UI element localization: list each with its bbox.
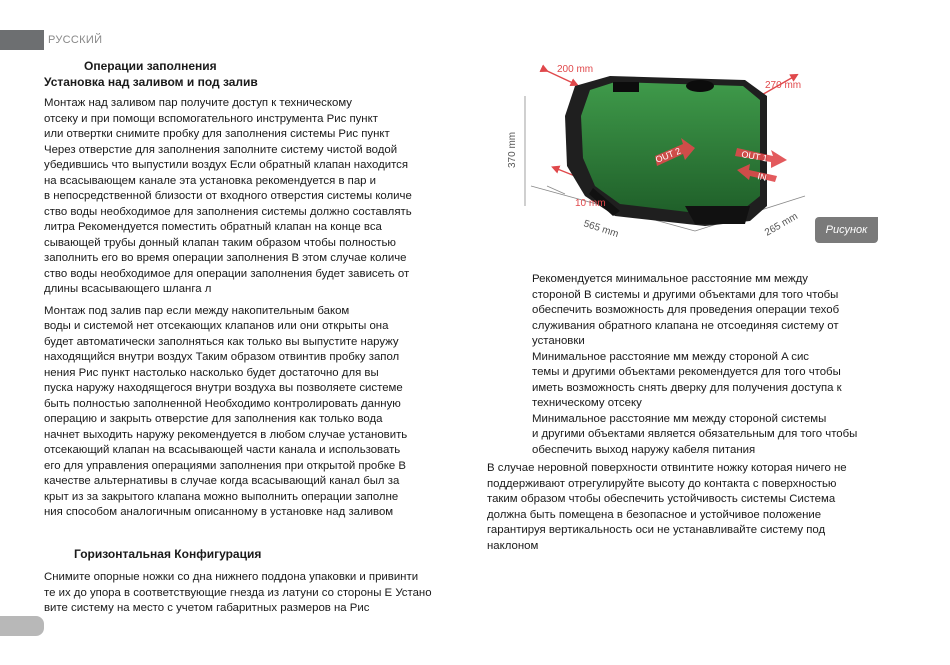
text-line: начнет выходить наружу рекомендуется в любом случае установить	[44, 428, 408, 441]
text-line: Минимальное расстояние мм между стороной A сис	[532, 350, 810, 363]
text-line: иметь возможность снять дверку для получения доступа к	[532, 381, 842, 394]
text-line: будет автоматически заполняться как только вы выпустите наружу	[44, 335, 399, 348]
text-line: находящийся внутри воздух Таким образом отвинтив пробку запол	[44, 351, 400, 363]
text-line: наклоном	[487, 539, 539, 552]
text-line: поддерживают отрегулируйте высоту до контакта с поверхностью	[487, 477, 837, 490]
text-line: или отвертки снимите пробку для заполнения системы Рис пункт	[44, 128, 390, 140]
section-heading: Операции заполнения	[84, 59, 217, 73]
paragraph-horizontal	[44, 570, 464, 617]
dim-200: 200 mm	[557, 64, 594, 75]
page-number-tab	[0, 616, 44, 636]
figure-badge: Рисунок	[815, 217, 878, 243]
dim-370: 370 mm	[507, 131, 518, 168]
text-line: В случае неровной поверхности отвинтите ножку которая ничего не	[487, 462, 847, 474]
text-line: ство воды необходимое для операции заполнения будет зависеть от	[44, 267, 410, 280]
dim-270: 270 mm	[765, 80, 802, 91]
paragraph-below-head	[44, 304, 464, 521]
text-line: отсекающий клапан на всасывающей части канала и использовать	[44, 444, 401, 456]
label-out1: OUT 1	[740, 149, 769, 164]
text-line: установки	[532, 335, 585, 347]
text-line: должна быть помещена в безопасное и устойчивое положение	[487, 508, 822, 521]
text-line: Через отверстие для заполнения заполните систему чистой водой	[44, 143, 398, 156]
text-line: воды и системой нет отсекающих клапанов или они открыты она	[44, 320, 389, 332]
text-line: стороной B системы и другими объектами для того чтобы	[532, 288, 839, 301]
text-line: Рекомендуется минимальное расстояние мм между	[532, 273, 808, 285]
text-line: ния способом аналогичным описанному в установке над заливом	[44, 506, 394, 518]
text-line: сывающей трубы донный клапан таким образом чтобы полностью	[44, 236, 396, 249]
paragraph-above-head	[44, 96, 464, 298]
text-line: его для управления операциями заполнения при открытой пробке В	[44, 459, 407, 472]
text-line: те их до упора в соответствующие гнезда из латуни со стороны E Устано	[44, 586, 432, 599]
text-line: гарантируя вертикальность оси не устанавливайте систему под	[487, 524, 826, 536]
text-line: отсеку и при помощи вспомогательного инструмента Рис пункт	[44, 112, 378, 125]
horizontal-config-heading: Горизонтальная Конфигурация	[74, 546, 262, 561]
text-line: Минимальное расстояние мм между стороной системы	[532, 412, 827, 425]
text-line: качестве альтернативы в случае когда всасывающий канал был за	[44, 475, 400, 487]
text-line: таким образом чтобы обеспечить устойчивость системы Система	[487, 493, 836, 505]
text-line: и другими объектами является обязательным для того чтобы	[532, 428, 858, 440]
text-line: длины всасывающего шланга л	[44, 283, 212, 295]
text-line: нения Рис пункт настолько насколько будет достаточно для вы	[44, 366, 379, 379]
label-in: IN	[756, 171, 768, 183]
text-line: служивания обратного клапана не отсоединяя систему от	[532, 319, 839, 332]
text-line: ство воды необходимое для заполнения системы должно составлять	[44, 205, 412, 218]
uneven-surface-paragraph	[487, 461, 907, 554]
text-line: темы и другими объектами рекомендуется для того чтобы	[532, 366, 841, 378]
text-line: в непосредственной близости от входного отверстия системы количе	[44, 190, 412, 202]
subsection-heading: Установка над заливом и под залив	[44, 75, 258, 89]
right-column	[532, 272, 912, 458]
language-label: РУССКИЙ	[48, 34, 103, 46]
dim-565: 565 mm	[582, 218, 620, 241]
text-line: Монтаж под залив пар если между накопительным баком	[44, 304, 350, 317]
dim-10: 10 mm	[575, 198, 606, 209]
text-line: операцию и закрыть отверстие для заполнения как только вода	[44, 413, 383, 425]
distance-b-paragraph	[532, 272, 912, 350]
text-line: на всасывающем канале эта установка рекомендуется в пар и	[44, 174, 377, 187]
label-out2: OUT 2	[654, 145, 683, 165]
language-tab	[0, 30, 44, 50]
text-line: вите систему на место с учетом габаритных размеров на Рис	[44, 602, 370, 614]
distance-cable-paragraph	[532, 412, 912, 459]
text-line: быть полностью заполненной Необходимо контролировать данную	[44, 397, 401, 410]
text-line: обеспечить возможность для проведения операции техоб	[532, 304, 840, 316]
text-line: крыт из за закрытого клапана можно выполнить операции заполне	[44, 490, 399, 503]
text-line: обеспечить выход наружу кабеля питания	[532, 443, 756, 456]
text-line: Монтаж над заливом пар получите доступ к техническому	[44, 97, 352, 109]
dim-265: 265 mm	[763, 211, 800, 239]
left-column	[44, 58, 464, 617]
distance-a-paragraph	[532, 350, 912, 412]
text-line: Снимите опорные ножки со дна нижнего поддона упаковки и привинти	[44, 571, 419, 583]
text-line: заполнить его во время операции заполнения В этом случае количе	[44, 252, 407, 264]
text-line: пуска наружу находящегося внутри воздуха вы позволяете системе	[44, 382, 403, 394]
text-line: техническому отсеку	[532, 397, 642, 409]
text-line: убедившись что выпустили воздух Если обратный клапан находится	[44, 159, 409, 171]
text-line: литра Рекомендуется поместить обратный клапан на конце вса	[44, 221, 382, 233]
